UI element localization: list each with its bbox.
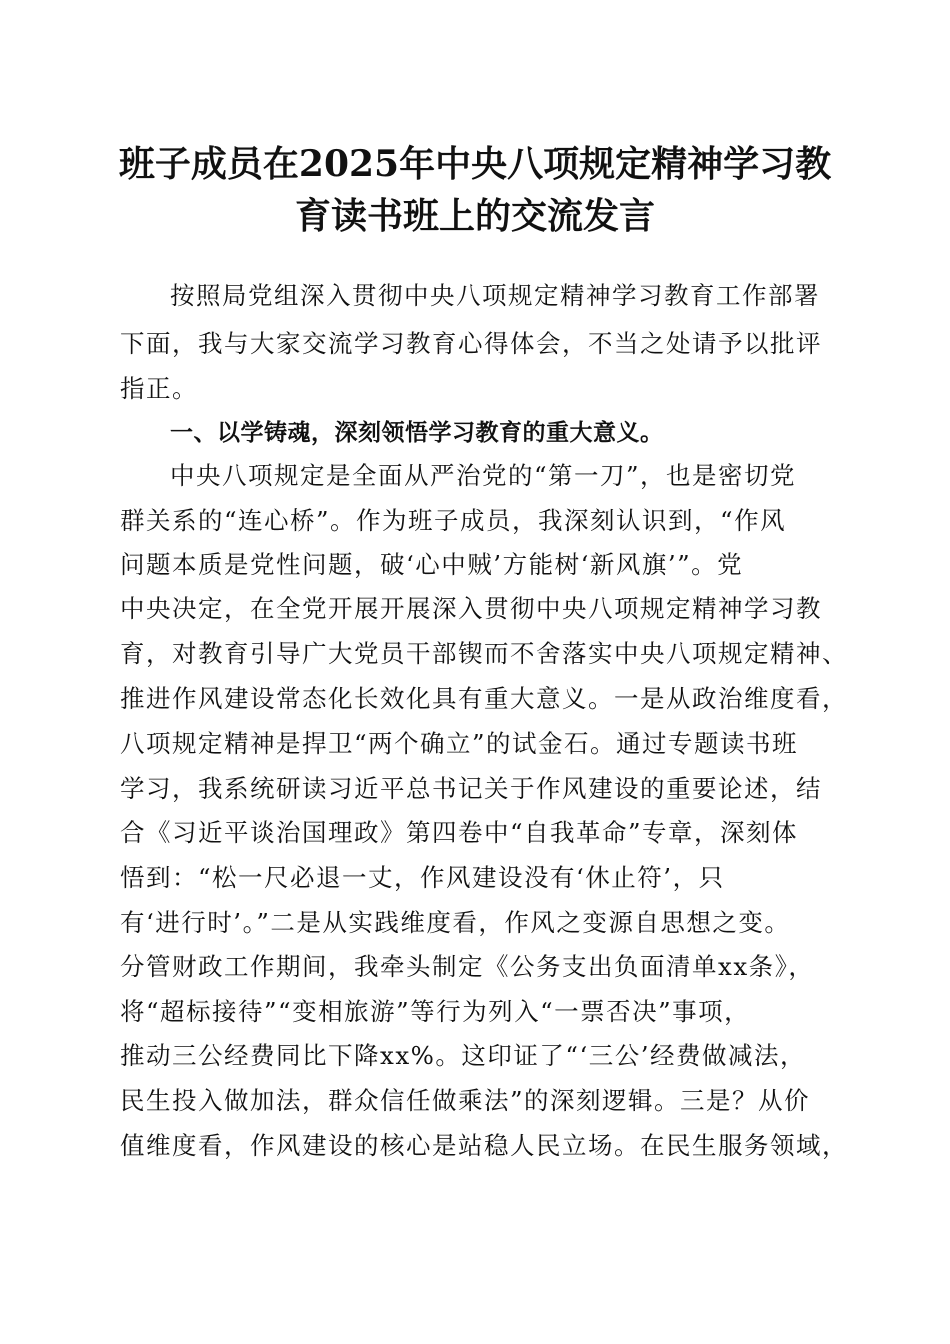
paragraph-line: 下面，我与大家交流学习教育心得体会，不当之处请予以批评	[120, 329, 822, 358]
paragraph-line: 问题本质是党性问题，破‘心中贼’方能树‘新风旗’”。党	[120, 550, 744, 579]
paragraph-line: 八项规定精神是捍卫“两个确立”的试金石。通过专题读书班	[120, 729, 799, 758]
paragraph-line: 按照局党组深入贯彻中央八项规定精神学习教育工作部署	[170, 281, 820, 310]
title-line-2: 育读书班上的交流发言	[294, 195, 655, 237]
paragraph-line: 学习，我系统研读习近平总书记关于作风建设的重要论述，结	[120, 774, 822, 803]
paragraph-line: 民生投入做加法，群众信任做乘法”的深刻逻辑。三是？从价	[120, 1086, 811, 1115]
paragraph-line: 将“超标接待”“变相旅游”等行为列入“一票否决”事项，	[120, 997, 751, 1026]
paragraph-line: 有‘进行时’。”二是从实践维度看，作风之变源自思想之变。	[120, 908, 791, 937]
paragraph-line: 悟到：“松一尺必退一丈，作风建设没有‘休止符’，只	[120, 863, 725, 892]
paragraph-line: 指正。	[120, 374, 198, 403]
document-title	[100, 138, 850, 242]
paragraph-line: 分管财政工作期间，我牵头制定《公务支出负面清单xx条》，	[120, 952, 815, 981]
paragraph-line: 中央八项规定是全面从严治党的“第一刀”，也是密切党	[170, 461, 797, 490]
paragraph-line: 值维度看，作风建设的核心是站稳人民立场。在民生服务领域，	[120, 1131, 848, 1160]
paragraph-line: 推动三公经费同比下降xx%。这印证了“‘三公’经费做减法，	[120, 1041, 807, 1070]
paragraph-line: 群关系的“连心桥”。作为班子成员，我深刻认识到，“作风	[120, 506, 787, 535]
paragraph-line: 推进作风建设常态化长效化具有重大意义。一是从政治维度看，	[120, 684, 848, 713]
paragraph-line: 中央决定，在全党开展开展深入贯彻中央八项规定精神学习教	[120, 594, 822, 623]
section-heading: 一、以学铸魂，深刻领悟学习教育的重大意义。	[170, 420, 664, 446]
paragraph-line: 合《习近平谈治国理政》第四卷中“自我革命”专章，深刻体	[120, 818, 799, 847]
title-line-1: 班子成员在2025年中央八项规定精神学习教	[118, 143, 832, 185]
paragraph-line: 育，对教育引导广大党员干部锲而不舍落实中央八项规定精神、	[120, 639, 848, 668]
